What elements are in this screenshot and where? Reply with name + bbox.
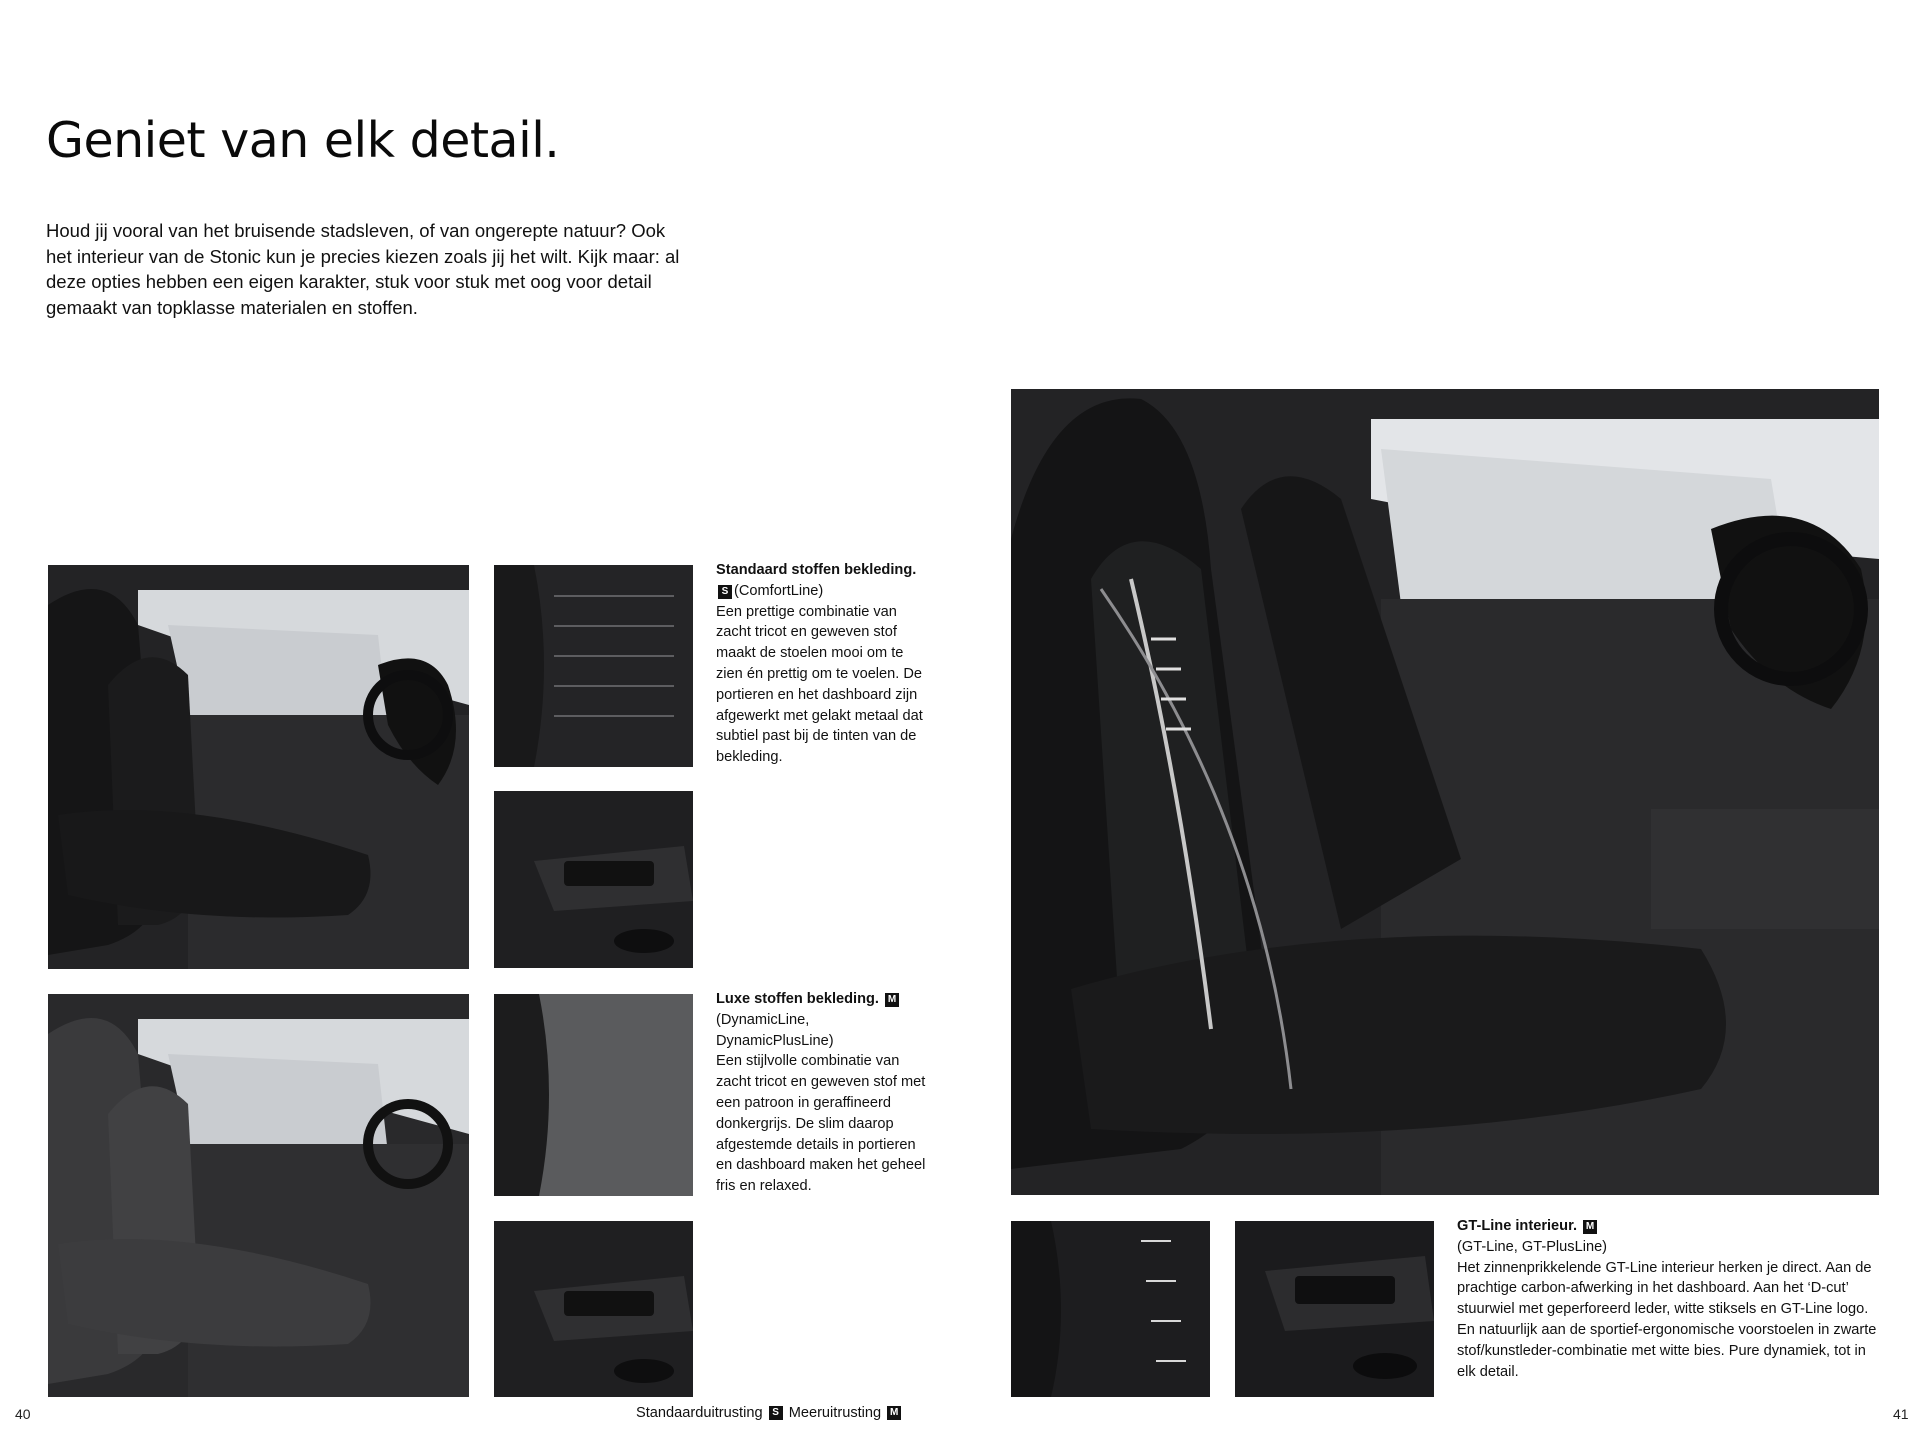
comfortline-variants: (ComfortLine): [734, 582, 824, 599]
comfortline-door-panel-photo: [494, 791, 693, 968]
page-number-right: 41: [1893, 1406, 1909, 1422]
gt-line-variants: (GT-Line, GT-PlusLine): [1457, 1238, 1608, 1255]
intro-paragraph: Houd jij vooral van het bruisende stadsleven, of van ongerepte natuur? Ook het interieur van de Stonic kun je precies kiezen zoals jij het wilt. Kijk maar: al deze opties hebben een eigen karakter, stuk voor stuk met oog voor detail gemaakt van topklasse materialen en stoffen.: [46, 220, 680, 318]
extra-badge: M: [1583, 1220, 1597, 1234]
gt-line-description: Het zinnenprikkelende GT-Line interieur herken je direct. Aan de prachtige carbon-afwerking in het dashboard. Aan het ‘D-cut’ stuurwiel met geperforeerd leder, witte stiksels en GT-Line logo. En natuurlijk aan de sportief-ergonomische voorstoelen in zwarte stof/kunstleder-combinatie met witte bies. Pure dynamiek, tot in elk detail.: [1457, 1259, 1877, 1380]
gt-line-caption: [1457, 1216, 1877, 1382]
gt-line-title: GT-Line interieur.: [1457, 1218, 1578, 1234]
page-number-left: 40: [15, 1406, 31, 1422]
dynamicline-variants: (DynamicLine, DynamicPlusLine): [716, 1011, 834, 1049]
comfortline-interior-photo: [48, 565, 469, 969]
legend-extra-label: Meeruitrusting: [788, 1405, 882, 1422]
legend-extra-badge: M: [887, 1406, 901, 1420]
comfortline-caption: [716, 560, 926, 768]
gt-line-interior-photo: [1011, 389, 1879, 1195]
extra-badge: M: [885, 993, 899, 1007]
dynamicline-description: Een stijlvolle combinatie van zacht tricot en geweven stof met een patroon in geraffineerd donkergrijs. De slim daarop afgestemde details in portieren en dashboard maken het geheel fris en relaxed.: [716, 1053, 926, 1195]
equipment-legend: [636, 1405, 903, 1421]
dynamicline-fabric-detail-photo: [494, 994, 693, 1196]
dynamicline-interior-photo: [48, 994, 469, 1397]
legend-standard-label: Standaarduitrusting: [636, 1405, 763, 1422]
dynamicline-title: Luxe stoffen bekleding.: [716, 991, 879, 1007]
gt-line-door-panel-photo: [1235, 1221, 1434, 1397]
dynamicline-caption: [716, 989, 926, 1197]
gt-line-seat-detail-photo: [1011, 1221, 1210, 1397]
comfortline-title: Standaard stoffen bekleding.: [716, 562, 917, 578]
page-title: Geniet van elk detail.: [46, 112, 560, 169]
legend-standard-badge: S: [769, 1406, 783, 1420]
standard-badge: S: [718, 585, 732, 599]
comfortline-description: Een prettige combinatie van zacht tricot en geweven stof maakt de stoelen mooi om te zien én prettig om te voelen. De portieren en het dashboard zijn afgewerkt met gelakt metaal dat subtiel past bij de tinten van de bekleding.: [716, 603, 923, 766]
comfortline-fabric-detail-photo: [494, 565, 693, 767]
dynamicline-door-panel-photo: [494, 1221, 693, 1397]
